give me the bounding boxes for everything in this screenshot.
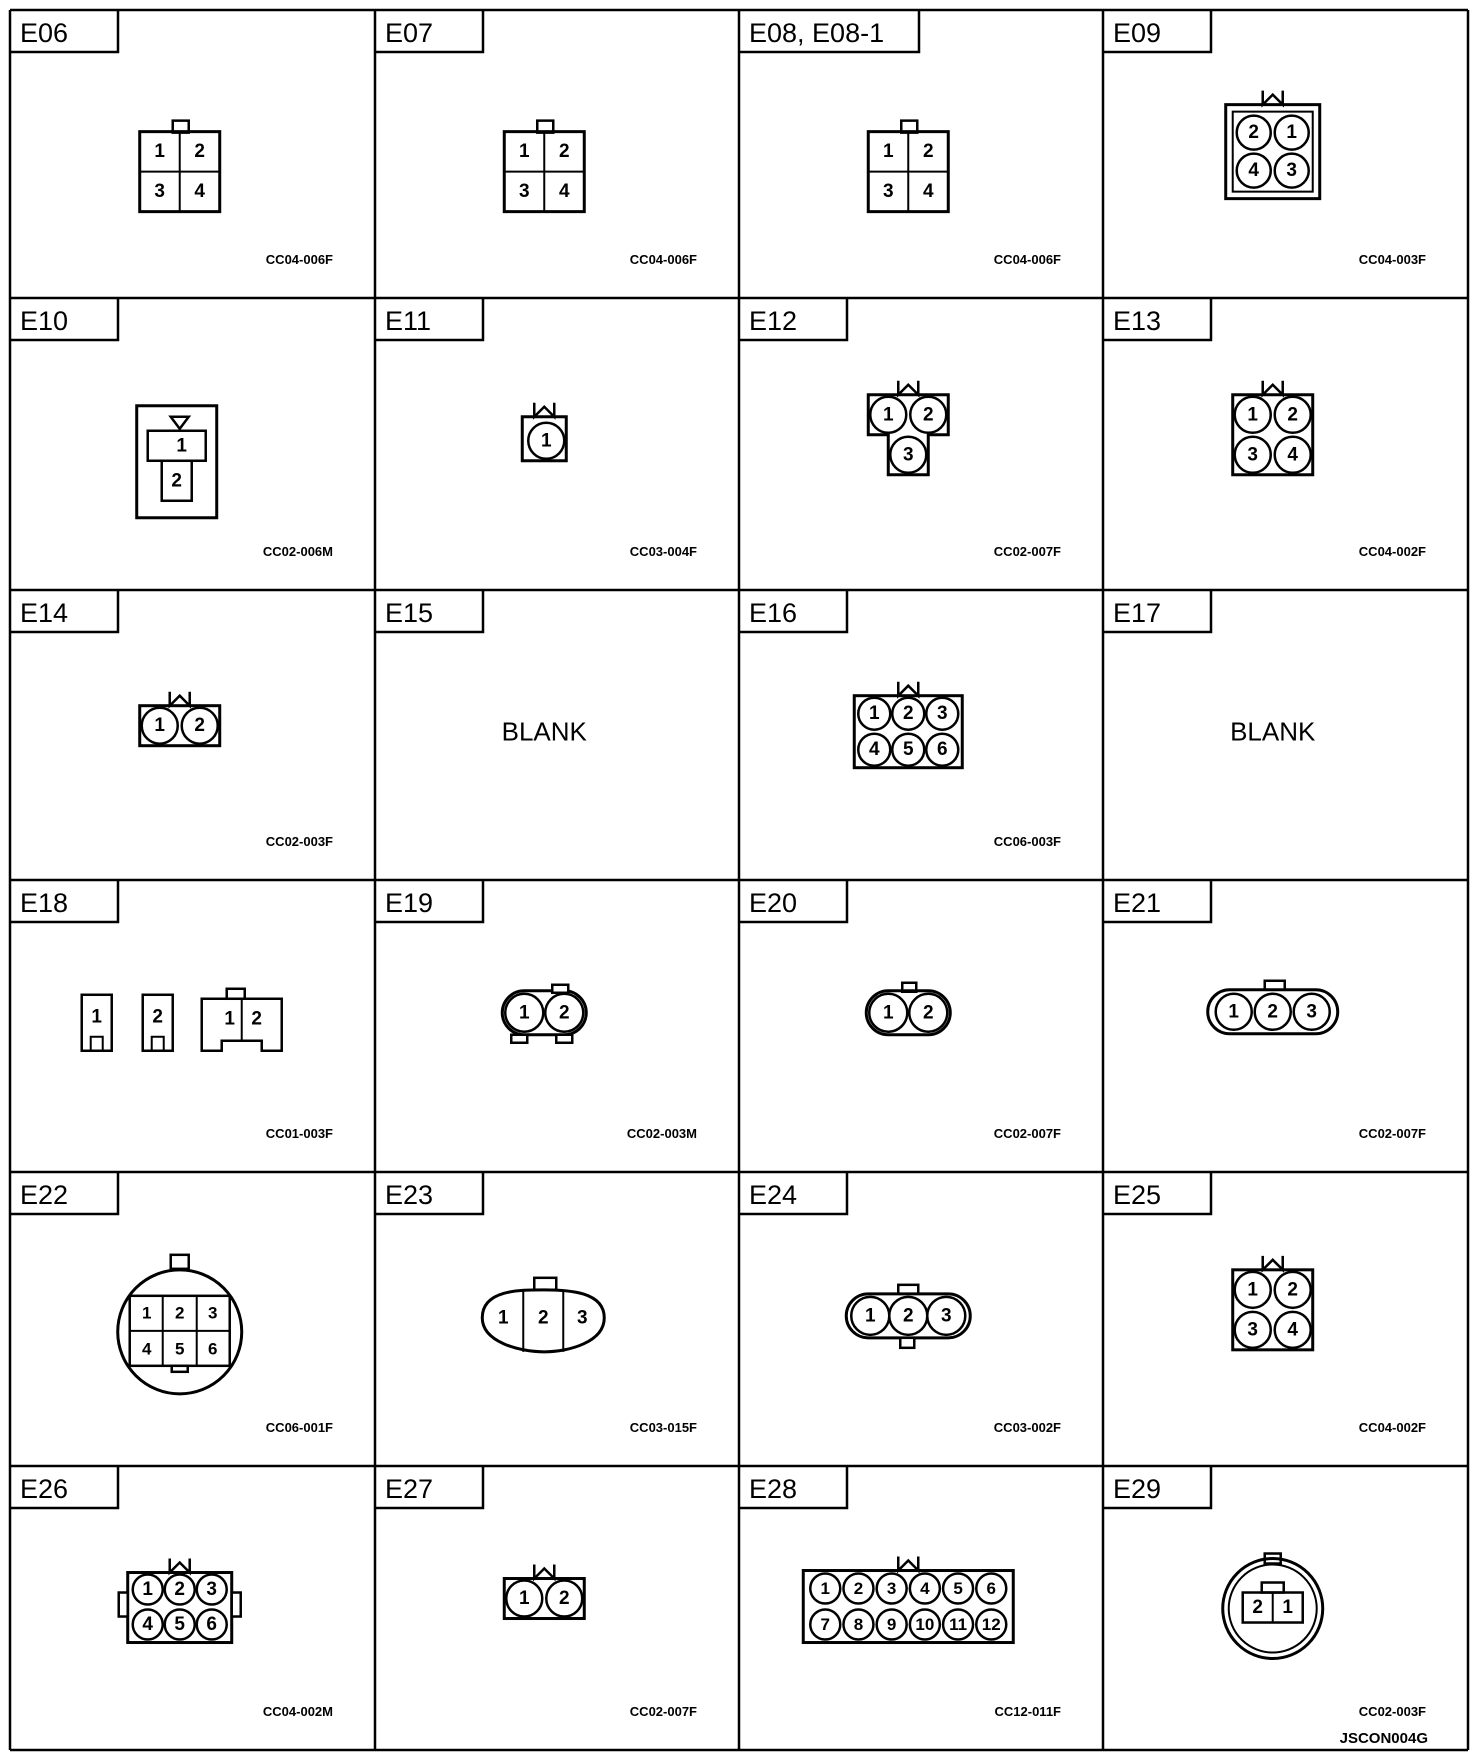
part-code: CC04-006F [993,252,1061,267]
connector-cell [739,298,1061,559]
part-code: CC04-002F [1358,544,1426,559]
part-code: CC04-006F [629,252,697,267]
lock-tab [172,1366,188,1372]
connector-cell [375,1466,697,1719]
pin-number: 3 [936,703,948,725]
pin-number: 2 [922,141,934,163]
part-code: CC06-003F [993,834,1061,849]
connector-label: E06 [20,18,69,48]
pin-number: 2 [558,1002,570,1024]
pin-number: 11 [949,1615,968,1635]
pin-number: 2 [1248,122,1260,144]
pin-number: 1 [518,1002,530,1024]
pin-number: 5 [953,1579,963,1599]
connector-cell [375,298,697,559]
part-code: CC02-003M [626,1126,697,1141]
pin-number: 4 [920,1579,930,1599]
connector-label: E13 [1113,306,1162,336]
pin-number: 1 [518,141,530,163]
pin-number: 2 [171,470,183,492]
connector-cells [10,10,1426,1719]
pin-number: 2 [902,703,914,725]
connector-label: E21 [1113,888,1162,918]
pin-number: 9 [886,1615,897,1635]
connector-cell [739,880,1061,1141]
lock-tab [227,989,245,999]
pin-number: 3 [576,1307,588,1329]
pin-number: 1 [518,1588,530,1610]
pin-number: 2 [853,1579,864,1599]
pin-number: 1 [882,1002,894,1024]
pin-number: 3 [886,1579,897,1599]
pin-number: 3 [154,181,166,203]
pin-number: 2 [922,1002,934,1024]
lock-tab [534,1278,556,1290]
pin-number: 12 [981,1615,1001,1635]
connector-cell [375,880,697,1141]
pin-number: 1 [1286,122,1298,144]
connector-cell [739,1172,1061,1435]
pin-number: 8 [853,1615,864,1635]
pin-number: 2 [1287,1279,1299,1301]
key-mark [1263,381,1283,395]
pin-number: 3 [1306,1001,1318,1023]
pin-number: 2 [174,1303,185,1323]
key-mark [534,1565,554,1579]
part-code: CC06-001F [265,1420,333,1435]
pin-number: 2 [194,715,206,737]
pin-number: 4 [1287,444,1299,466]
connector-label: E27 [385,1474,434,1504]
pin-number: 2 [537,1307,549,1329]
key-mark [898,1557,918,1571]
connector-label: E08, E08-1 [749,18,885,48]
part-code: CC12-011F [994,1704,1061,1719]
lock-tab [556,1035,572,1043]
connector-label: E23 [385,1180,434,1210]
pin-number: 1 [882,404,894,426]
pin-number: 1 [820,1579,830,1599]
part-code: CC04-006F [265,252,333,267]
pin-number: 2 [1267,1001,1279,1023]
connector-cell [1103,1466,1426,1719]
pin-number: 4 [142,1614,154,1636]
pin-number: 2 [251,1008,263,1030]
connector-cell [1103,10,1426,267]
lock-tab [171,1255,189,1269]
pin-number: 1 [1228,1001,1240,1023]
part-code: CC01-003F [265,1126,333,1141]
pin-number: 4 [141,1339,152,1359]
part-code: CC03-015F [629,1420,697,1435]
pin-number: 1 [497,1307,509,1329]
connector-label: E09 [1113,18,1162,48]
key-mark [1263,1256,1283,1270]
pin-number: 2 [1252,1597,1264,1619]
pin-number: 3 [1247,444,1259,466]
grid-lines [10,10,1468,1750]
pin-number: 1 [154,715,166,737]
pin-number: 2 [922,404,934,426]
key-mark [1263,91,1283,105]
key-mark [898,381,918,395]
pin-number: 3 [207,1303,218,1323]
connector-cell [739,590,1061,849]
part-code: CC02-003F [1358,1704,1426,1719]
part-code: CC03-004F [629,544,697,559]
pin-number: 1 [154,141,166,163]
lock-tab [552,985,568,993]
pin-number: 2 [558,141,570,163]
connector-label: E07 [385,18,434,48]
blank-label: BLANK [1230,716,1316,747]
lock-tab [900,1338,914,1348]
part-code: CC03-002F [993,1420,1061,1435]
part-code: CC02-007F [993,1126,1061,1141]
pin-number: 1 [1247,1279,1259,1301]
connector-label: E10 [20,306,69,336]
pin-number: 4 [558,181,570,203]
pin-slot [152,1037,164,1051]
pin-number: 2 [152,1006,164,1028]
connector-label: E19 [385,888,434,918]
part-code: CC04-002F [1358,1420,1426,1435]
pin-number: 3 [1247,1319,1259,1341]
part-code: CC02-003F [265,834,333,849]
part-code: CC02-007F [1358,1126,1426,1141]
triangle-key-icon [171,417,189,429]
connector-cell [375,590,588,747]
connector-label: E24 [749,1180,798,1210]
connector-label: E15 [385,598,434,628]
pin-number: 1 [864,1305,876,1327]
pin-number: 4 [1248,160,1260,182]
pin-number: 6 [986,1579,996,1599]
pin-number: 5 [902,739,914,761]
connector-label: E26 [20,1474,69,1504]
pin-number: 2 [558,1588,570,1610]
pin-number: 1 [224,1008,236,1030]
connector-cell [10,10,333,267]
key-mark [898,682,918,696]
housing [1226,105,1320,199]
pin-number: 1 [868,703,880,725]
pin-number: 5 [174,1614,186,1636]
connector-cell [10,1466,333,1719]
connector-label: E28 [749,1474,798,1504]
part-code: CC04-002M [262,1704,333,1719]
pin-number: 3 [206,1579,218,1601]
connector-cell [739,1466,1061,1719]
connector-label: E22 [20,1180,69,1210]
connector-cell [739,10,1061,267]
key-mark [170,1559,190,1573]
pin-number: 6 [207,1339,218,1359]
connector-label: E18 [20,888,69,918]
connector-label: E25 [1113,1180,1162,1210]
lock-tab [119,1593,128,1617]
pin-number: 1 [91,1006,103,1028]
lock-tab [511,1035,527,1043]
part-code: CC02-006M [262,544,333,559]
pin-number: 1 [1247,404,1259,426]
connector-cell [1103,590,1316,747]
pin-number: 1 [882,141,894,163]
key-mark [170,692,190,706]
pin-number: 3 [882,181,894,203]
pin-number: 4 [922,181,934,203]
pin-number: 3 [1286,160,1298,182]
connector-cell [10,298,333,559]
pin-number: 3 [518,181,530,203]
pin-slot [91,1037,103,1051]
pin-number: 2 [1287,404,1299,426]
connector-label: E12 [749,306,798,336]
pin-number: 4 [1287,1319,1299,1341]
pin-number: 7 [820,1615,830,1635]
part-code: CC04-003F [1358,252,1426,267]
connector-cell [10,1172,333,1435]
lock-tab [1262,1583,1284,1593]
connector-cell [375,1172,697,1435]
pin-number: 2 [174,1579,186,1601]
connector-label: E17 [1113,598,1162,628]
connector-label: E11 [385,306,432,336]
sheet-id-label: JSCON004G [1339,1730,1428,1747]
connector-cell [1103,1172,1426,1435]
pin-number: 4 [868,739,880,761]
pin-number: 2 [194,141,206,163]
part-code: CC02-007F [629,1704,697,1719]
pin-number: 6 [936,739,948,761]
connector-label: E14 [20,598,69,628]
part-code: CC02-007F [993,544,1061,559]
pin-number: 4 [194,181,206,203]
pin-number: 1 [142,1579,154,1601]
connector-label: E20 [749,888,798,918]
connector-cell [10,590,333,849]
pin-number: 3 [940,1305,952,1327]
connector-cell [10,880,333,1141]
key-mark [534,403,554,417]
pin-number: 2 [902,1305,914,1327]
pin-number: 3 [902,444,914,466]
connector-label: E16 [749,598,798,628]
pin-number: 1 [141,1303,152,1323]
pin-number: 1 [540,430,552,452]
pin-number: 1 [1282,1597,1294,1619]
lock-tab [232,1593,241,1617]
pin-number: 6 [206,1614,218,1636]
pin-number: 5 [174,1339,185,1359]
connector-cell [1103,298,1426,559]
connector-cell [375,10,697,267]
pin-number: 1 [176,435,188,457]
connector-label: E29 [1113,1474,1162,1504]
pin-number: 10 [915,1615,935,1635]
blank-label: BLANK [501,716,587,747]
connector-cell [1103,880,1426,1141]
